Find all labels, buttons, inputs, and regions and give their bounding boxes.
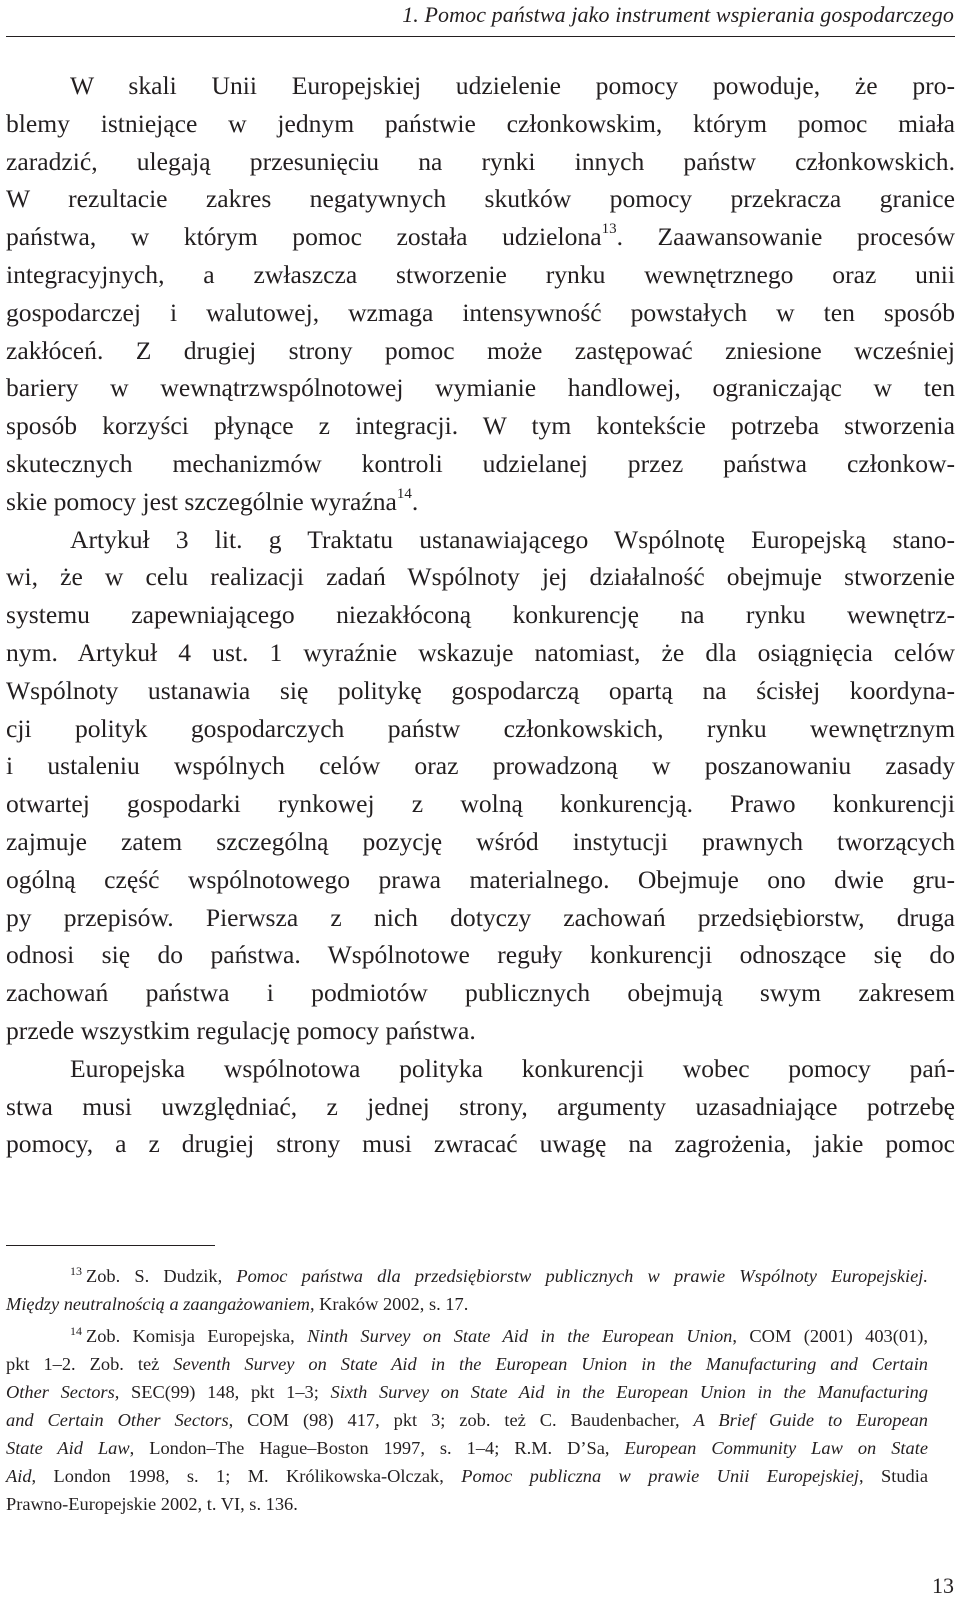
text-line: integracyjnych, a zwłaszcza stworzenie rynku wewnętrznego oraz unii [6,259,955,289]
text-fragment: państwa, w którym pomoc została udzielona [6,222,602,252]
footnote-13-line [6,1262,928,1290]
footnote-14-line [6,1322,928,1350]
header-rule [6,36,955,37]
text-fragment: . [411,486,419,516]
text-line: zachowań państwa i podmiotów publicznych obejmują swym zakresem [6,978,955,1008]
footnote-title: and Certain Other Sectors [6,1410,229,1430]
footnote-title: Pomoc publiczna w prawie Unii Europejskiej [461,1466,860,1486]
text-line: i ustaleniu wspólnych celów oraz prowadzoną w poszanowaniu zasady [6,751,955,781]
text-line: ogólną część wspólnotowego prawa materialnego. Obejmuje ono dwie gru- [6,864,955,894]
footnote-14-line [6,1490,928,1518]
text-line: Wspólnoty ustanawia się politykę gospodarczą opartą na ścisłej koordyna- [6,675,955,705]
text-line: pomocy, a z drugiej strony musi zwracać uwagę na zagrożenia, jakie pomoc [6,1129,955,1159]
footnote-14-line [6,1462,928,1490]
footnote-title: Seventh Survey on State Aid in the European Union in the Manufacturing and Certain [173,1354,929,1374]
text-line: cji polityk gospodarczych państw członkowskich, rynku wewnętrznym [6,713,955,743]
footnote-ref-13: 13 [601,221,617,238]
footnote-title: European Community Law on State [624,1438,928,1458]
footnote-14-line [6,1350,928,1378]
text-line: stwa musi uwzględniać, z jednej strony, argumenty uzasadniające potrzebę [6,1091,955,1121]
text-line [6,483,955,521]
text-line: blemy istniejące w jednym państwie członkowskim, którym pomoc miała [6,108,955,138]
text-line: systemu zapewniającego niezakłóconą konkurencję na rynku wewnętrz- [6,600,955,630]
text-line: W rezultacie zakres negatywnych skutków pomocy przekracza granice [6,184,955,214]
text-line: sposób korzyści płynące z integracji. W tym kontekście potrzeba stworzenia [6,411,955,441]
footnote-text: pkt 1–2. Zob. też [6,1354,174,1374]
text-line: skutecznych mechanizmów kontroli udzielanej przez państwa członkow- [6,448,955,478]
footnote-title: Ninth Survey on State Aid in the European Union [307,1326,733,1346]
footnote-number: 14 [70,1323,82,1338]
footnote-14-line [6,1406,928,1434]
text-line: nym. Artykuł 4 ust. 1 wyraźnie wskazuje natomiast, że dla osiągnięcia celów [6,637,955,667]
footnote-13-line [6,1290,928,1318]
text-line: Europejska wspólnotowa polityka konkurencji wobec pomocy pań- [70,1053,955,1083]
footnote-text: Prawno-Europejskie 2002, t. VI, s. 136. [6,1494,298,1514]
text-line: Artykuł 3 lit. g Traktatu ustanawiającego Wspólnotę Europejską stano- [70,524,955,554]
text-fragment: skie pomocy jest szczególnie wyraźna [6,486,397,516]
footnote-text: , London 1998, s. 1; M. Królikowska-Olczak, [31,1466,462,1486]
text-line: odnosi się do państwa. Wspólnotowe reguły konkurencji odnoszące się do [6,940,955,970]
text-line: otwartej gospodarki rynkowej z wolną konkurencją. Prawo konkurencji [6,789,955,819]
footnote-text: , COM (98) 417, pkt 3; zob. też C. Baudenbacher, [228,1410,694,1430]
footnote-title: A Brief Guide to European [693,1410,928,1430]
footnote-text: , COM (2001) 403(01), [732,1326,928,1346]
text-fragment: . Zaawansowanie procesów [616,222,955,252]
footnote-text: , Studia [859,1466,929,1486]
body-text [6,67,955,1163]
footnote-text: , Kraków 2002, s. 17. [309,1294,469,1314]
running-head: 1. Pomoc państwa jako instrument wspierania gospodarczego [402,2,954,27]
text-line: zajmuje zatem szczególną pozycję wśród instytucji prawnych tworzących [6,826,955,856]
footnote-ref-14: 14 [396,485,412,502]
footnotes [6,1262,928,1518]
text-line: py przepisów. Pierwsza z nich dotyczy zachowań przedsiębiorstw, druga [6,902,955,932]
text-line [6,218,955,256]
text-line: W skali Unii Europejskiej udzielenie pomocy powoduje, że pro- [70,71,955,100]
footnote-text: Zob. Komisja Europejska, [86,1326,308,1346]
text-line: zaradzić, ulegają przesunięciu na rynki innych państw członkowskich. [6,146,955,176]
footnote-14-line [6,1378,928,1406]
footnote-title: Sixth Survey on State Aid in the European Union in the Manufacturing [330,1382,928,1402]
page-number: 13 [932,1573,954,1598]
footnote-rule [6,1245,215,1246]
footnote-14-line [6,1434,928,1462]
footnote-title: Aid [6,1466,32,1486]
footnote-text: , London–The Hague–Boston 1997, s. 1–4; R.M. D’Sa, [129,1438,625,1458]
text-line: wi, że w celu realizacji zadań Wspólnoty jej działalność obejmuje stworzenie [6,562,955,592]
text-line: przede wszystkim regulację pomocy państwa. [6,1015,476,1045]
footnote-text: Zob. S. Dudzik, [86,1266,237,1286]
footnote-title: Pomoc państwa dla przedsiębiorstw publicznych w prawie Wspólnoty Europejskiej. [236,1266,928,1286]
footnote-text: , SEC(99) 148, pkt 1–3; [114,1382,331,1402]
text-line: zakłóceń. Z drugiej strony pomoc może zastępować zniesione wcześniej [6,335,955,365]
footnote-title: Między neutralnością a zaangażowaniem [6,1294,310,1314]
footnote-title: Other Sectors [6,1382,115,1402]
text-line: gospodarczej i walutowej, wzmaga intensywność powstałych w ten sposób [6,297,955,327]
text-line: bariery w wewnątrzwspólnotowej wymianie handlowej, ograniczając w ten [6,373,955,403]
footnote-number: 13 [70,1263,82,1278]
footnote-title: State Aid Law [6,1438,130,1458]
